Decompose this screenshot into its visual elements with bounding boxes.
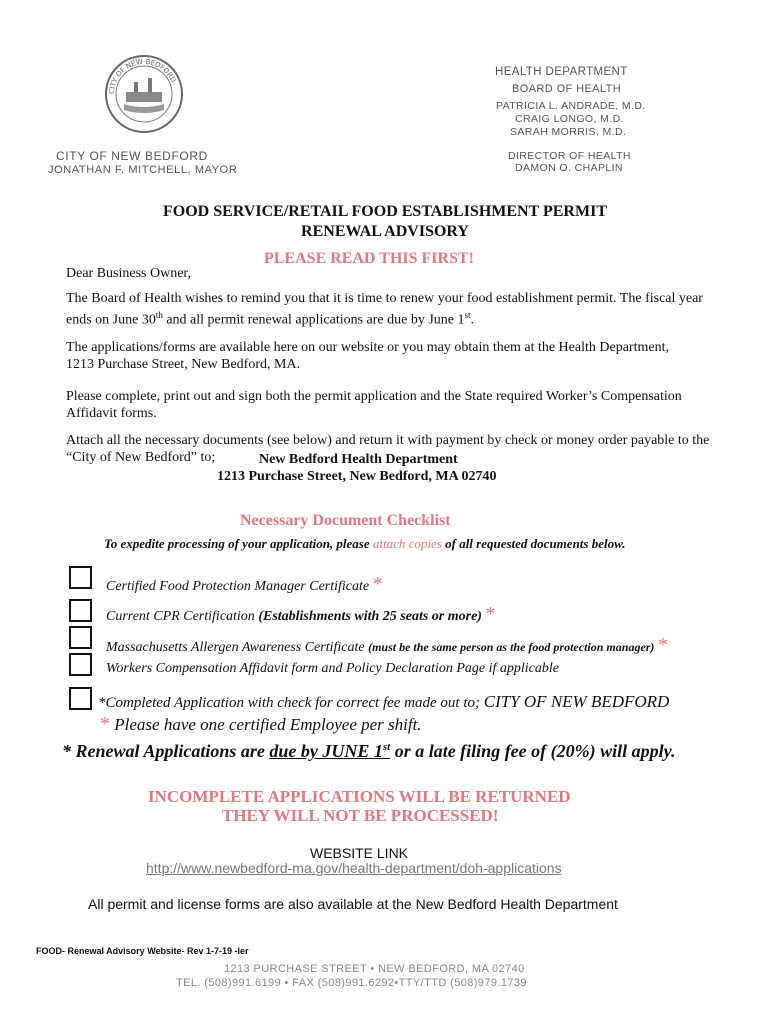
city-name: CITY OF NEW BEDFORD <box>56 149 208 163</box>
mailing-address-line2: 1213 Purchase Street, New Bedford, MA 02740 <box>217 469 497 484</box>
greeting: Dear Business Owner, <box>66 266 192 281</box>
board-member: CRAIG LONGO, M.D. <box>515 113 624 125</box>
board-member: PATRICIA L. ANDRADE, M.D. <box>496 100 646 112</box>
read-first-notice: PLEASE READ THIS FIRST! <box>264 250 474 267</box>
mayor-name: JONATHAN F. MITCHELL, MAYOR <box>48 164 238 176</box>
director-title: DIRECTOR OF HEALTH <box>508 150 631 162</box>
checkbox-cpr[interactable] <box>69 599 92 622</box>
board-name: BOARD OF HEALTH <box>512 83 622 95</box>
page-subtitle: RENEWAL ADVISORY <box>301 223 469 240</box>
svg-text:CITY OF NEW BEDFORD: CITY OF NEW BEDFORD <box>107 57 178 95</box>
checklist-item: Massachusetts Allergen Awareness Certificate (must be the same person as the food protection manager) * <box>106 634 668 656</box>
checklist-heading: Necessary Document Checklist <box>240 512 451 529</box>
paragraph-availability: The applications/forms are available here on our website or you may obtain them at the Health Department, 1213 Purchase Street, New Bedford, MA. <box>66 340 669 372</box>
paragraph-attach: Attach all the necessary documents (see below) and return it with payment by check or money order payable to the “City of New Bedford” to; <box>66 433 710 465</box>
checklist-intro: To expedite processing of your application, please attach copies of all requested documents below. <box>104 536 626 551</box>
checklist-item: *Completed Application with check for correct fee made out to; CITY OF NEW BEDFORD <box>98 692 670 711</box>
department-name: HEALTH DEPARTMENT <box>495 66 628 78</box>
checklist-item: Workers Compensation Affidavit form and Policy Declaration Page if applicable <box>106 661 560 676</box>
footer-phones: TEL. (508)991.6199 • FAX (508)991.6292•TTY/TTD (508)979.1739 <box>176 977 527 989</box>
revision-label: FOOD- Renewal Advisory Website- Rev 1-7-19 -ler <box>36 946 249 956</box>
forms-availability-note: All permit and license forms are also available at the New Bedford Health Department <box>88 896 618 912</box>
director-name: DAMON O. CHAPLIN <box>515 162 623 174</box>
board-member: SARAH MORRIS, M.D. <box>510 126 627 138</box>
incomplete-warning: INCOMPLETE APPLICATIONS WILL BE RETURNED <box>148 787 571 806</box>
footer-address: 1213 PURCHASE STREET • NEW BEDFORD, MA 02740 <box>224 963 525 975</box>
checkbox-application[interactable] <box>69 687 92 710</box>
checkbox-workers-comp[interactable] <box>69 653 92 676</box>
checklist-item: Certified Food Protection Manager Certificate * <box>106 573 383 595</box>
checkbox-food-protection[interactable] <box>69 566 92 589</box>
shift-note: * Please have one certified Employee per shift. <box>100 713 422 735</box>
checklist-item: Current CPR Certification (Establishments with 25 seats or more) * <box>106 603 496 625</box>
page-title: FOOD SERVICE/RETAIL FOOD ESTABLISHMENT PERMIT <box>163 203 607 220</box>
checkbox-allergen[interactable] <box>69 626 92 649</box>
city-seal <box>104 54 184 134</box>
paragraph-renewal: The Board of Health wishes to remind you that it is time to renew your food establishment permit. The fiscal year ends on June 30th and all permit renewal applications are due by June 1st. <box>66 291 703 328</box>
mailing-address-line1: New Bedford Health Department <box>259 452 458 467</box>
website-link[interactable]: http://www.newbedford-ma.gov/health-department/doh-applications <box>146 860 562 876</box>
website-label: WEBSITE LINK <box>310 845 409 861</box>
renewal-deadline-note: * Renewal Applications are due by JUNE 1st or a late filing fee of (20%) will apply. <box>62 741 676 761</box>
not-processed-warning: THEY WILL NOT BE PROCESSED! <box>222 806 499 825</box>
paragraph-instructions: Please complete, print out and sign both the permit application and the State required Worker’s Compensation Affidavit forms. <box>66 389 682 421</box>
